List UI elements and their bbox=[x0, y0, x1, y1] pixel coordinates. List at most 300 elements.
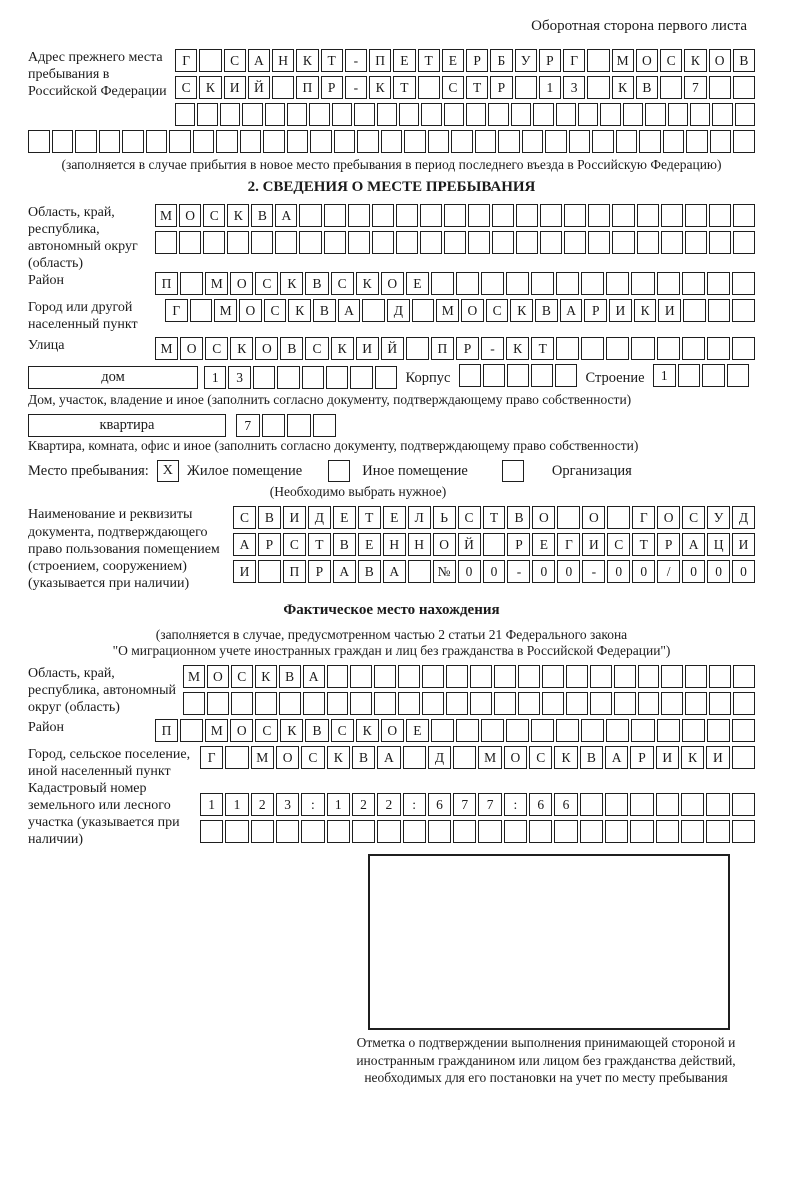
form-cell[interactable]: Д bbox=[428, 746, 451, 769]
form-cell[interactable] bbox=[122, 130, 144, 153]
form-cell[interactable] bbox=[275, 231, 297, 254]
form-cell[interactable] bbox=[456, 719, 479, 742]
form-cell[interactable] bbox=[590, 665, 612, 688]
form-cell[interactable]: О bbox=[276, 746, 299, 769]
form-cell[interactable]: О bbox=[381, 272, 404, 295]
form-cell[interactable] bbox=[396, 231, 418, 254]
form-cell[interactable] bbox=[52, 130, 74, 153]
form-cell[interactable]: И bbox=[283, 506, 306, 529]
form-cell[interactable]: К bbox=[684, 49, 706, 72]
form-cell[interactable]: 1 bbox=[204, 366, 226, 389]
form-cell[interactable]: К bbox=[681, 746, 704, 769]
form-cell[interactable]: В bbox=[733, 49, 755, 72]
form-cell[interactable] bbox=[179, 231, 201, 254]
form-cell[interactable]: К bbox=[280, 272, 303, 295]
form-cell[interactable] bbox=[588, 231, 610, 254]
form-cell[interactable] bbox=[197, 103, 217, 126]
form-cell[interactable] bbox=[706, 820, 729, 843]
form-cell[interactable]: К bbox=[356, 719, 379, 742]
form-cell[interactable] bbox=[444, 204, 466, 227]
form-cell[interactable]: 7 bbox=[684, 76, 706, 99]
form-cell[interactable] bbox=[581, 719, 604, 742]
form-cell[interactable] bbox=[542, 692, 564, 715]
form-cell[interactable] bbox=[324, 231, 346, 254]
form-cell[interactable] bbox=[470, 692, 492, 715]
form-cell[interactable]: И bbox=[609, 299, 632, 322]
form-cell[interactable] bbox=[207, 692, 229, 715]
form-cell[interactable] bbox=[518, 665, 540, 688]
form-cell[interactable] bbox=[263, 130, 285, 153]
form-cell[interactable]: Д bbox=[732, 506, 755, 529]
form-cell[interactable] bbox=[630, 820, 653, 843]
form-cell[interactable]: Т bbox=[358, 506, 381, 529]
form-cell[interactable] bbox=[375, 366, 397, 389]
form-cell[interactable] bbox=[251, 231, 273, 254]
form-cell[interactable]: П bbox=[283, 560, 306, 583]
form-cell[interactable] bbox=[220, 103, 240, 126]
form-cell[interactable]: В bbox=[636, 76, 658, 99]
form-cell[interactable] bbox=[709, 692, 731, 715]
form-cell[interactable] bbox=[155, 231, 177, 254]
form-cell[interactable]: О bbox=[255, 337, 278, 360]
form-cell[interactable] bbox=[180, 272, 203, 295]
form-cell[interactable] bbox=[612, 231, 634, 254]
form-cell[interactable]: Е bbox=[383, 506, 406, 529]
form-cell[interactable]: - bbox=[582, 560, 605, 583]
form-cell[interactable] bbox=[606, 337, 629, 360]
form-cell[interactable]: А bbox=[248, 49, 270, 72]
form-cell[interactable]: : bbox=[301, 793, 324, 816]
form-cell[interactable]: / bbox=[657, 560, 680, 583]
form-cell[interactable] bbox=[554, 820, 577, 843]
form-cell[interactable] bbox=[516, 204, 538, 227]
form-cell[interactable]: К bbox=[510, 299, 533, 322]
form-cell[interactable]: С bbox=[224, 49, 246, 72]
form-cell[interactable] bbox=[431, 719, 454, 742]
form-cell[interactable] bbox=[398, 692, 420, 715]
form-cell[interactable] bbox=[421, 103, 441, 126]
form-cell[interactable] bbox=[422, 692, 444, 715]
form-cell[interactable] bbox=[732, 719, 755, 742]
form-cell[interactable] bbox=[631, 719, 654, 742]
form-cell[interactable] bbox=[580, 793, 603, 816]
form-cell[interactable]: К bbox=[612, 76, 634, 99]
form-cell[interactable] bbox=[231, 692, 253, 715]
form-cell[interactable] bbox=[533, 103, 553, 126]
form-cell[interactable] bbox=[581, 337, 604, 360]
form-cell[interactable] bbox=[350, 366, 372, 389]
form-cell[interactable] bbox=[732, 793, 755, 816]
form-cell[interactable] bbox=[498, 130, 520, 153]
form-cell[interactable] bbox=[709, 204, 731, 227]
form-cell[interactable]: - bbox=[507, 560, 530, 583]
form-cell[interactable] bbox=[637, 231, 659, 254]
form-cell[interactable] bbox=[75, 130, 97, 153]
form-cell[interactable] bbox=[588, 204, 610, 227]
form-cell[interactable] bbox=[540, 231, 562, 254]
form-cell[interactable] bbox=[183, 692, 205, 715]
form-cell[interactable] bbox=[352, 820, 375, 843]
form-cell[interactable] bbox=[531, 364, 553, 387]
form-cell[interactable]: В bbox=[535, 299, 558, 322]
form-cell[interactable]: К bbox=[230, 337, 253, 360]
form-cell[interactable]: О bbox=[230, 272, 253, 295]
form-cell[interactable] bbox=[678, 364, 701, 387]
form-cell[interactable]: О bbox=[532, 506, 555, 529]
form-cell[interactable] bbox=[638, 692, 660, 715]
checkbox-zhiloe-pomeshchenie[interactable]: X bbox=[157, 460, 179, 482]
form-cell[interactable] bbox=[661, 665, 683, 688]
form-cell[interactable]: М bbox=[478, 746, 501, 769]
form-cell[interactable]: С bbox=[255, 719, 278, 742]
form-cell[interactable] bbox=[377, 820, 400, 843]
form-cell[interactable]: К bbox=[199, 76, 221, 99]
form-cell[interactable] bbox=[348, 204, 370, 227]
form-cell[interactable]: 0 bbox=[532, 560, 555, 583]
form-cell[interactable] bbox=[708, 299, 731, 322]
form-cell[interactable]: Е bbox=[406, 719, 429, 742]
form-cell[interactable]: Г bbox=[175, 49, 197, 72]
form-cell[interactable] bbox=[326, 366, 348, 389]
form-cell[interactable]: : bbox=[403, 793, 426, 816]
form-cell[interactable] bbox=[690, 103, 710, 126]
form-cell[interactable] bbox=[710, 130, 732, 153]
form-cell[interactable]: И bbox=[233, 560, 256, 583]
form-cell[interactable]: М bbox=[612, 49, 634, 72]
form-cell[interactable]: - bbox=[481, 337, 504, 360]
form-cell[interactable]: Р bbox=[321, 76, 343, 99]
form-cell[interactable]: Н bbox=[408, 533, 431, 556]
form-cell[interactable] bbox=[265, 103, 285, 126]
form-cell[interactable] bbox=[287, 103, 307, 126]
form-cell[interactable] bbox=[709, 665, 731, 688]
form-cell[interactable]: А bbox=[233, 533, 256, 556]
form-cell[interactable] bbox=[180, 719, 203, 742]
form-cell[interactable] bbox=[685, 204, 707, 227]
form-cell[interactable]: Б bbox=[490, 49, 512, 72]
form-cell[interactable]: М bbox=[214, 299, 237, 322]
form-cell[interactable] bbox=[412, 299, 435, 322]
form-cell[interactable]: 6 bbox=[554, 793, 577, 816]
form-cell[interactable] bbox=[590, 692, 612, 715]
form-cell[interactable] bbox=[408, 560, 431, 583]
form-cell[interactable] bbox=[529, 820, 552, 843]
form-cell[interactable] bbox=[637, 204, 659, 227]
form-cell[interactable]: 0 bbox=[483, 560, 506, 583]
form-cell[interactable]: О bbox=[709, 49, 731, 72]
form-cell[interactable]: 0 bbox=[607, 560, 630, 583]
form-cell[interactable] bbox=[420, 204, 442, 227]
form-cell[interactable] bbox=[451, 130, 473, 153]
form-cell[interactable] bbox=[616, 130, 638, 153]
form-cell[interactable]: И bbox=[732, 533, 755, 556]
form-cell[interactable]: Т bbox=[321, 49, 343, 72]
form-cell[interactable]: Р bbox=[630, 746, 653, 769]
form-cell[interactable]: К bbox=[327, 746, 350, 769]
form-cell[interactable]: Й bbox=[381, 337, 404, 360]
form-cell[interactable]: Е bbox=[393, 49, 415, 72]
form-cell[interactable]: К bbox=[255, 665, 277, 688]
form-cell[interactable] bbox=[444, 231, 466, 254]
form-cell[interactable]: П bbox=[369, 49, 391, 72]
form-cell[interactable]: 1 bbox=[539, 76, 561, 99]
form-cell[interactable] bbox=[682, 719, 705, 742]
form-cell[interactable]: К bbox=[369, 76, 391, 99]
form-cell[interactable] bbox=[399, 103, 419, 126]
form-cell[interactable]: Е bbox=[358, 533, 381, 556]
form-cell[interactable]: В bbox=[305, 719, 328, 742]
form-cell[interactable] bbox=[556, 719, 579, 742]
form-cell[interactable]: 6 bbox=[428, 793, 451, 816]
form-cell[interactable] bbox=[663, 130, 685, 153]
form-cell[interactable] bbox=[657, 337, 680, 360]
form-cell[interactable] bbox=[580, 820, 603, 843]
form-cell[interactable] bbox=[706, 793, 729, 816]
form-cell[interactable]: В bbox=[313, 299, 336, 322]
form-cell[interactable] bbox=[350, 665, 372, 688]
form-cell[interactable]: 0 bbox=[557, 560, 580, 583]
form-cell[interactable]: А bbox=[560, 299, 583, 322]
form-cell[interactable] bbox=[446, 665, 468, 688]
form-cell[interactable]: О bbox=[230, 719, 253, 742]
form-cell[interactable] bbox=[350, 692, 372, 715]
form-cell[interactable]: Р bbox=[584, 299, 607, 322]
form-cell[interactable]: М bbox=[155, 204, 177, 227]
form-cell[interactable]: Г bbox=[200, 746, 223, 769]
form-cell[interactable] bbox=[564, 231, 586, 254]
form-cell[interactable]: Т bbox=[308, 533, 331, 556]
form-cell[interactable] bbox=[607, 506, 630, 529]
form-cell[interactable] bbox=[587, 49, 609, 72]
form-cell[interactable] bbox=[327, 820, 350, 843]
form-cell[interactable]: В bbox=[279, 665, 301, 688]
form-cell[interactable] bbox=[702, 364, 725, 387]
form-cell[interactable]: К bbox=[227, 204, 249, 227]
form-cell[interactable] bbox=[216, 130, 238, 153]
form-cell[interactable]: Г bbox=[557, 533, 580, 556]
form-cell[interactable] bbox=[362, 299, 385, 322]
form-cell[interactable] bbox=[518, 692, 540, 715]
form-cell[interactable] bbox=[287, 414, 311, 437]
form-cell[interactable]: 0 bbox=[707, 560, 730, 583]
form-cell[interactable] bbox=[313, 414, 337, 437]
form-cell[interactable] bbox=[357, 130, 379, 153]
form-cell[interactable] bbox=[372, 231, 394, 254]
form-cell[interactable] bbox=[444, 103, 464, 126]
form-cell[interactable] bbox=[279, 692, 301, 715]
form-cell[interactable]: О bbox=[657, 506, 680, 529]
form-cell[interactable] bbox=[324, 204, 346, 227]
form-cell[interactable]: 0 bbox=[632, 560, 655, 583]
form-cell[interactable]: С bbox=[331, 272, 354, 295]
form-cell[interactable] bbox=[639, 130, 661, 153]
form-cell[interactable] bbox=[727, 364, 750, 387]
form-cell[interactable] bbox=[240, 130, 262, 153]
form-cell[interactable]: Е bbox=[532, 533, 555, 556]
form-cell[interactable] bbox=[428, 820, 451, 843]
form-cell[interactable] bbox=[683, 299, 706, 322]
form-cell[interactable]: М bbox=[155, 337, 178, 360]
form-cell[interactable] bbox=[709, 231, 731, 254]
form-cell[interactable] bbox=[456, 272, 479, 295]
form-cell[interactable] bbox=[707, 272, 730, 295]
form-cell[interactable]: К bbox=[288, 299, 311, 322]
form-cell[interactable] bbox=[732, 272, 755, 295]
form-cell[interactable] bbox=[606, 272, 629, 295]
form-cell[interactable]: Т bbox=[632, 533, 655, 556]
form-cell[interactable] bbox=[661, 231, 683, 254]
form-cell[interactable]: Д bbox=[387, 299, 410, 322]
form-cell[interactable] bbox=[605, 793, 628, 816]
form-cell[interactable] bbox=[99, 130, 121, 153]
form-cell[interactable] bbox=[420, 231, 442, 254]
form-cell[interactable] bbox=[506, 272, 529, 295]
form-cell[interactable] bbox=[556, 337, 579, 360]
form-cell[interactable] bbox=[733, 204, 755, 227]
form-cell[interactable] bbox=[403, 820, 426, 843]
form-cell[interactable] bbox=[494, 692, 516, 715]
form-cell[interactable] bbox=[686, 130, 708, 153]
form-cell[interactable]: Д bbox=[308, 506, 331, 529]
form-cell[interactable]: И bbox=[582, 533, 605, 556]
form-cell[interactable]: А bbox=[383, 560, 406, 583]
form-cell[interactable] bbox=[712, 103, 732, 126]
form-cell[interactable] bbox=[381, 130, 403, 153]
form-cell[interactable]: А bbox=[333, 560, 356, 583]
form-cell[interactable]: Ь bbox=[433, 506, 456, 529]
form-cell[interactable]: Т bbox=[531, 337, 554, 360]
form-cell[interactable] bbox=[28, 130, 50, 153]
form-cell[interactable]: И bbox=[706, 746, 729, 769]
form-cell[interactable] bbox=[446, 692, 468, 715]
form-cell[interactable]: В bbox=[580, 746, 603, 769]
form-cell[interactable] bbox=[374, 692, 396, 715]
form-cell[interactable] bbox=[302, 366, 324, 389]
form-cell[interactable] bbox=[253, 366, 275, 389]
form-cell[interactable] bbox=[682, 337, 705, 360]
form-cell[interactable]: К bbox=[296, 49, 318, 72]
form-cell[interactable] bbox=[614, 665, 636, 688]
form-cell[interactable] bbox=[354, 103, 374, 126]
checkbox-inoe-pomeshchenie[interactable] bbox=[328, 460, 350, 482]
form-cell[interactable] bbox=[612, 204, 634, 227]
form-cell[interactable]: К bbox=[280, 719, 303, 742]
form-cell[interactable]: Г bbox=[632, 506, 655, 529]
form-cell[interactable] bbox=[327, 665, 349, 688]
form-cell[interactable] bbox=[685, 692, 707, 715]
form-cell[interactable] bbox=[556, 272, 579, 295]
form-cell[interactable] bbox=[733, 665, 755, 688]
form-cell[interactable]: 0 bbox=[682, 560, 705, 583]
form-cell[interactable]: Т bbox=[466, 76, 488, 99]
form-cell[interactable]: О bbox=[582, 506, 605, 529]
form-cell[interactable]: 3 bbox=[228, 366, 250, 389]
form-cell[interactable] bbox=[685, 231, 707, 254]
form-cell[interactable]: О bbox=[433, 533, 456, 556]
form-cell[interactable] bbox=[504, 820, 527, 843]
form-cell[interactable]: И bbox=[658, 299, 681, 322]
form-cell[interactable] bbox=[592, 130, 614, 153]
form-cell[interactable]: Г bbox=[165, 299, 188, 322]
form-cell[interactable] bbox=[733, 692, 755, 715]
form-cell[interactable] bbox=[251, 820, 274, 843]
form-cell[interactable] bbox=[418, 76, 440, 99]
form-cell[interactable]: Р bbox=[657, 533, 680, 556]
form-cell[interactable]: К bbox=[554, 746, 577, 769]
form-cell[interactable]: Р bbox=[539, 49, 561, 72]
form-cell[interactable]: 7 bbox=[453, 793, 476, 816]
form-cell[interactable] bbox=[733, 130, 755, 153]
form-cell[interactable]: 7 bbox=[236, 414, 260, 437]
form-cell[interactable] bbox=[225, 746, 248, 769]
form-cell[interactable]: У bbox=[515, 49, 537, 72]
form-cell[interactable]: О bbox=[179, 204, 201, 227]
form-cell[interactable] bbox=[422, 665, 444, 688]
form-cell[interactable]: Л bbox=[408, 506, 431, 529]
form-cell[interactable]: О bbox=[461, 299, 484, 322]
form-cell[interactable]: С bbox=[682, 506, 705, 529]
form-cell[interactable] bbox=[190, 299, 213, 322]
form-cell[interactable]: 6 bbox=[529, 793, 552, 816]
form-cell[interactable] bbox=[631, 272, 654, 295]
form-cell[interactable] bbox=[199, 49, 221, 72]
form-cell[interactable] bbox=[396, 204, 418, 227]
form-cell[interactable]: С bbox=[264, 299, 287, 322]
form-cell[interactable] bbox=[277, 366, 299, 389]
form-cell[interactable]: О bbox=[239, 299, 262, 322]
form-cell[interactable]: Т bbox=[483, 506, 506, 529]
form-cell[interactable] bbox=[398, 665, 420, 688]
form-cell[interactable] bbox=[566, 692, 588, 715]
form-cell[interactable] bbox=[255, 692, 277, 715]
form-cell[interactable]: 1 bbox=[327, 793, 350, 816]
form-cell[interactable] bbox=[431, 272, 454, 295]
form-cell[interactable] bbox=[372, 204, 394, 227]
form-cell[interactable]: Е bbox=[406, 272, 429, 295]
form-cell[interactable]: 2 bbox=[352, 793, 375, 816]
form-cell[interactable] bbox=[272, 76, 294, 99]
form-cell[interactable] bbox=[258, 560, 281, 583]
form-cell[interactable] bbox=[459, 364, 481, 387]
form-cell[interactable]: Р bbox=[490, 76, 512, 99]
form-cell[interactable] bbox=[660, 76, 682, 99]
form-cell[interactable]: С bbox=[175, 76, 197, 99]
form-cell[interactable]: В bbox=[280, 337, 303, 360]
form-cell[interactable]: Й bbox=[458, 533, 481, 556]
form-cell[interactable] bbox=[531, 272, 554, 295]
form-cell[interactable]: К bbox=[506, 337, 529, 360]
form-cell[interactable] bbox=[733, 76, 755, 99]
form-cell[interactable] bbox=[334, 130, 356, 153]
form-cell[interactable]: М bbox=[205, 719, 228, 742]
form-cell[interactable] bbox=[587, 76, 609, 99]
form-cell[interactable]: 3 bbox=[563, 76, 585, 99]
form-cell[interactable]: Т bbox=[418, 49, 440, 72]
form-cell[interactable]: В bbox=[358, 560, 381, 583]
form-cell[interactable]: М bbox=[205, 272, 228, 295]
form-cell[interactable] bbox=[453, 746, 476, 769]
form-cell[interactable] bbox=[175, 103, 195, 126]
form-cell[interactable]: С bbox=[529, 746, 552, 769]
form-cell[interactable] bbox=[475, 130, 497, 153]
form-cell[interactable] bbox=[542, 665, 564, 688]
form-cell[interactable] bbox=[227, 231, 249, 254]
form-cell[interactable] bbox=[507, 364, 529, 387]
form-cell[interactable] bbox=[276, 820, 299, 843]
form-cell[interactable]: У bbox=[707, 506, 730, 529]
form-cell[interactable] bbox=[638, 665, 660, 688]
form-cell[interactable] bbox=[623, 103, 643, 126]
